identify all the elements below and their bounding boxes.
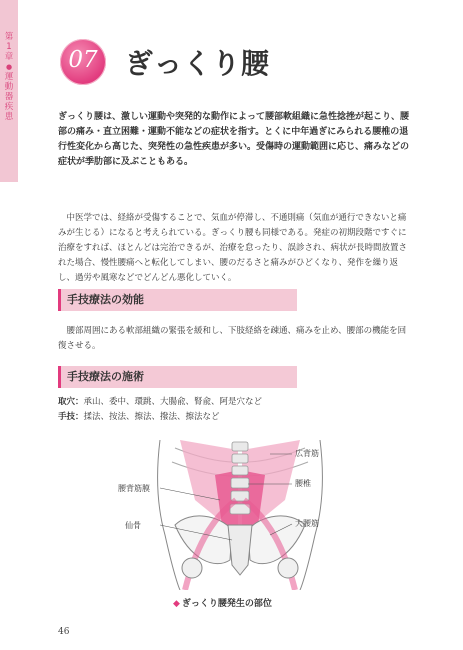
chapter-side-label: [3, 32, 15, 122]
chapter-topic: 運動器疾患: [4, 72, 14, 122]
figure-caption-text: ぎっくり腰発生の部位: [181, 599, 272, 609]
section-heading-treatment: 手技療法の施術: [58, 366, 297, 388]
techniques-value: 揉法、按法、擦法、撥法、擦法など: [83, 412, 220, 422]
body-paragraph: 中医学では、経絡が受傷することで、気血が停滞し、不通則痛（気血が通行できないと痛みが生じる）になると考えられている。ぎっくり腰も同様である。発症の初期段階ですぐに治療をすれば、ほとんどは完治できるが、治療を怠ったり、誤診され、病状が長時間放置された場合、慢性腰痛へと転化してしまい、腰のだるさと痛みがひどくなり、発作を繰り返し、過労や風寒などでどんどん悪化していく。: [58, 213, 408, 283]
lead-paragraph: ぎっくり腰は、激しい運動や突発的な動作によって腰部軟組織に急性捻挫が起こり、腰部の痛み・直立困難・運動不能などの症状を指す。とくに中年過ぎにみられる腰椎の退行性変化から高じた、突発性の急性疾患が多い。受傷時の運動範囲に応じ、痛みなどの症状が季肋部に及ぶこともある。: [58, 112, 410, 167]
chapter-label: 第1章: [4, 32, 14, 62]
techniques-label: 手技：: [58, 412, 84, 422]
section-efficacy-text: 腰部周囲にある軟部組織の緊張を緩和し、下肢経絡を疎通、痛みを止め、腰部の機能を回復させる。: [58, 326, 407, 351]
label-psoas: 大腰筋: [295, 519, 319, 528]
acupoints-value: 承山、委中、環跳、大腸兪、腎兪、阿是穴など: [83, 397, 263, 407]
techniques-line: [58, 410, 414, 425]
label-lumbar-fascia: 腰背筋膜: [118, 484, 150, 493]
label-latissimus: 広背筋: [295, 449, 319, 458]
page-number: 46: [58, 627, 70, 637]
page-title: ぎっくり腰: [125, 47, 271, 80]
lower-back-illustration: [120, 440, 360, 590]
label-sacrum: 仙骨: [125, 521, 141, 530]
chapter-number: 07: [68, 47, 98, 73]
label-lumbar-vertebra: 腰椎: [295, 479, 311, 488]
anatomy-figure: [120, 440, 360, 590]
diamond-icon: ◆: [173, 599, 180, 609]
acupoints-line: [58, 395, 414, 410]
section-heading-efficacy: 手技療法の効能: [58, 289, 297, 311]
acupoints-label: 取穴：: [58, 397, 84, 407]
chapter-dot-icon: ●: [5, 63, 13, 71]
figure-caption: [173, 596, 272, 609]
section-treatment-text: [58, 395, 414, 425]
